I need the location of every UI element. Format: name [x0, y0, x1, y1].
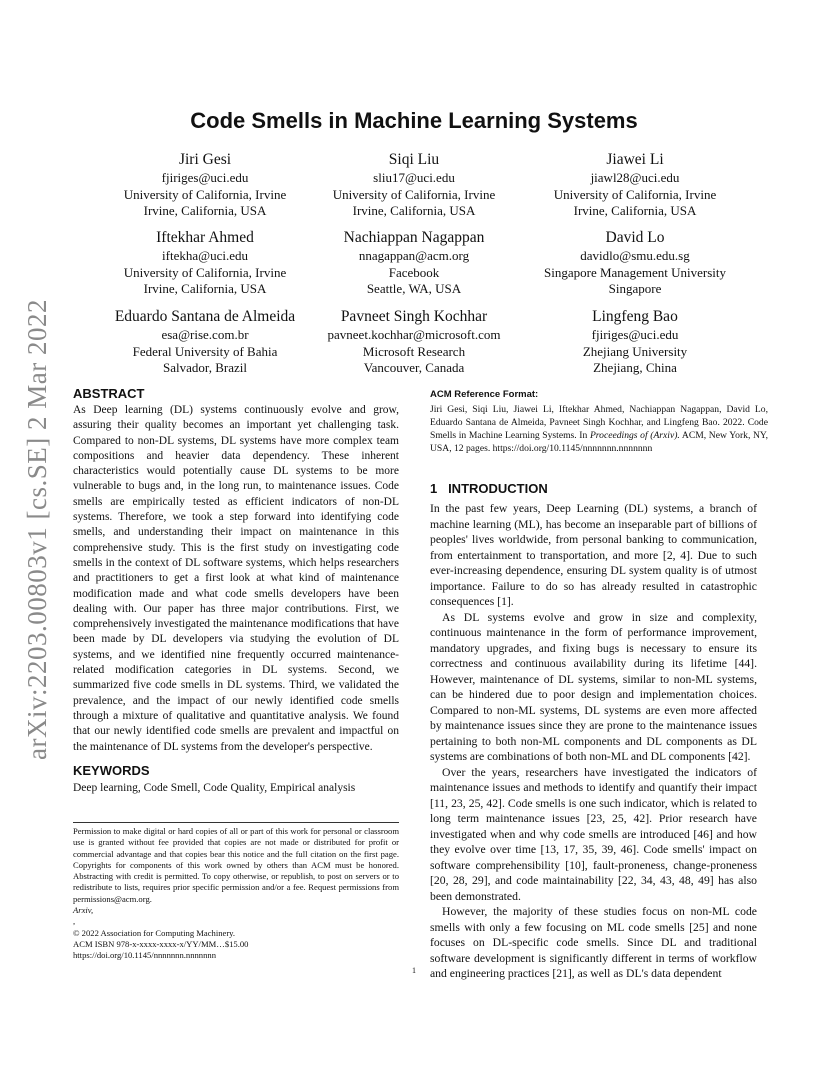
author-affiliation: University of California, Irvine [553, 186, 717, 202]
author-location: Zhejiang, China [593, 360, 677, 375]
author-block [90, 150, 320, 220]
author-location: Salvador, Brazil [163, 360, 247, 375]
acm-reference-proceedings: Proceedings of (Arxiv). [589, 430, 680, 441]
author-location: Singapore [608, 281, 662, 296]
intro-paragraph: Over the years, researchers have investigated the indicators of maintenance issues and methods to identify and quantify their impact [11, 23, 25, 42]. Code smells is one such indicator, which is related to long term maintenance issues [23, 25, 42]. Prior research have investigated when and why code smells are introduced [46] and how they evolve over time [13, 17, 35, 39, 46]. Code smells' impact on software comprehensibility [10], fault-proneness, change-proneness [20, 28, 29], and code maintainability [22, 34, 43, 48, 49] has also been demonstrated. [430, 765, 757, 903]
author-block [80, 307, 330, 377]
author-block [299, 307, 529, 377]
author-affiliation: Singapore Management University [544, 264, 726, 280]
author-location: Vancouver, Canada [363, 360, 465, 375]
abstract-text [73, 403, 399, 755]
footnote-block [73, 826, 399, 962]
author-affiliation: Zhejiang University [582, 343, 688, 359]
author-affiliation: Microsoft Research [362, 343, 466, 359]
author-affiliation: University of California, Irvine [332, 186, 496, 202]
author-block [90, 228, 320, 298]
intro-paragraph: In the past few years, Deep Learning (DL) systems, a branch of machine learning (ML), has become an inseparable part of billions of peoples' lives worldwide, from personal banking to communication, from entertainment to transportation, and more [2, 4]. Due to such ever-increasing dependence, ensuring DL system quality is of utmost importance. Failure to do so has already resulted in catastrophic consequences [1]. [430, 502, 757, 608]
acm-reference-publisher: ACM, New York, NY, USA, 12 pages. https://doi.org/10.1145/nnnnnnn.nnnnnnn [430, 430, 769, 454]
author-email: esa@rise.com.br [161, 327, 249, 342]
author-name: Jiawei Li [606, 151, 664, 168]
arxiv-identifier: arXiv:2203.00803v1 [cs.SE] 2 Mar 2022 [22, 299, 52, 760]
author-email: sliu17@uci.edu [373, 170, 455, 185]
author-name: Iftekhar Ahmed [156, 229, 254, 246]
author-affiliation: Facebook [388, 264, 440, 280]
doi-text: https://doi.org/10.1145/nnnnnnn.nnnnnnn [73, 950, 216, 961]
author-location: Seattle, WA, USA [366, 281, 462, 296]
author-email: davidlo@smu.edu.sg [580, 248, 690, 263]
page-number: 1 [412, 966, 416, 975]
author-name: Nachiappan Nagappan [343, 229, 485, 246]
author-email: pavneet.kochhar@microsoft.com [327, 327, 501, 342]
introduction-body [430, 501, 757, 982]
author-affiliation: University of California, Irvine [123, 186, 287, 202]
introduction-heading: 1 INTRODUCTION [430, 481, 548, 496]
author-affiliation: University of California, Irvine [123, 264, 287, 280]
keywords-heading: KEYWORDS [73, 763, 150, 778]
author-block [510, 228, 760, 298]
author-affiliation: Federal University of Bahia [132, 343, 278, 359]
footnote-rule [73, 822, 399, 823]
isbn-text: ACM ISBN 978-x-xxxx-xxxx-x/YY/MM…$15.00 [73, 938, 249, 949]
abstract-paragraph: As Deep learning (DL) systems continuously evolve and grow, assuring their quality becomes an important yet challenging task. Compared to non-DL systems, DL systems have more complex team compositions and heavier data dependency. These inherent characteristics would potentially cause DL systems to be more vulnerable to bugs and, in the long run, to maintenance issues. Code smells are empirically tested as efficient indicators of non-DL systems. Therefore, we took a step forward into identifying code smells, and understanding their impact on maintenance in this comprehensive study. This is the first study on investigating code smells in the context of DL software systems, which helps researchers and practitioners to get a first look at what kind of maintenance modification made and what code smells developers have been dealing with. Our paper has three major contributions. First, we comprehensively investigated the maintenance modifications that have been made by DL developers via studying the evolution of DL systems, and we identified nine frequently occurred maintenance-related modification categories in DL systems. Second, we summarized five code smells in DL systems. Third, we validated the prevalence, and the impact of our newly identified code smells through a mixture of qualitative and quantitative analysis. We found that our newly identified code smells are prevalent and impactful on the maintenance of DL systems from the developer's perspective. [73, 404, 399, 753]
copyright-text: © 2022 Association for Computing Machinery. [73, 927, 236, 938]
intro-paragraph: As DL systems evolve and grow in size and complexity, continuous maintenance in the form of performance improvement, mandatory upgrades, and fixing bugs is necessary to ensure its correctness and continuous availability during its lifetime [44]. However, maintenance of DL systems, similar to non-ML systems, can be hindered due to poor design and implementation choices. Compared to non-ML systems, DL systems are even more affected by maintenance issues since they are prone to the maintenance issues pertaining to both non-ML components and DL components as DL systems are combinations of both non-ML and DL components [42]. [430, 610, 757, 763]
author-block [299, 228, 529, 298]
intro-paragraph: However, the majority of these studies focus on non-ML code smells with only a few focusing on ML code smells [25] and none focuses on DL-specific code smells. Since DL and traditional software development is significantly different in terms of workflow and engineering practices [21], as well as DL's data dependent [430, 905, 757, 980]
paper-title: Code Smells in Machine Learning Systems [190, 108, 638, 133]
author-block [510, 307, 760, 377]
author-block [510, 150, 760, 220]
keywords-text: Deep learning, Code Smell, Code Quality, Empirical analysis [73, 782, 356, 794]
author-name: Siqi Liu [388, 151, 440, 168]
acm-reference-text [430, 403, 768, 455]
acm-reference-main: Jiri Gesi, Siqi Liu, Jiawei Li, Iftekhar Ahmed, Nachiappan Nagappan, David Lo, Eduardo Santana de Almeida, Pavneet Singh Kochhar, and Lingfeng Bao. 2022. Code Smells in Machine Learning Systems. In [430, 404, 768, 441]
author-name: David Lo [605, 229, 665, 246]
author-name: Jiri Gesi [178, 151, 232, 168]
author-location: Irvine, California, USA [352, 203, 476, 218]
footnote-dot: , [73, 916, 76, 927]
author-location: Irvine, California, USA [143, 203, 267, 218]
author-email: nnagappan@acm.org [358, 248, 470, 263]
author-email: iftekha@uci.edu [162, 248, 248, 263]
author-block [299, 150, 529, 220]
acm-reference-heading: ACM Reference Format: [430, 389, 539, 400]
author-name: Lingfeng Bao [592, 308, 678, 325]
author-email: jiawl28@uci.edu [590, 170, 680, 185]
permission-notice: Permission to make digital or hard copies of all or part of this work for personal or classroom use is granted without fee provided that copies are not made or distributed for profit or commercial advantage and that copies bear this notice and the full citation on the first page. Copyrights for components of this work owned by others than ACM must be honored. Abstracting with credit is permitted. To copy otherwise, or republish, to post on servers or to redistribute to lists, requires prior specific permission and/or a fee. Request permissions from permissions@acm.org. [73, 826, 399, 904]
author-name: Eduardo Santana de Almeida [114, 308, 296, 325]
author-location: Irvine, California, USA [573, 203, 697, 218]
venue-text: Arxiv, [73, 905, 94, 916]
author-email: fjiriges@uci.edu [161, 170, 249, 185]
author-name: Pavneet Singh Kochhar [340, 308, 488, 325]
author-email: fjiriges@uci.edu [591, 327, 679, 342]
author-location: Irvine, California, USA [143, 281, 267, 296]
abstract-heading: ABSTRACT [73, 386, 145, 401]
